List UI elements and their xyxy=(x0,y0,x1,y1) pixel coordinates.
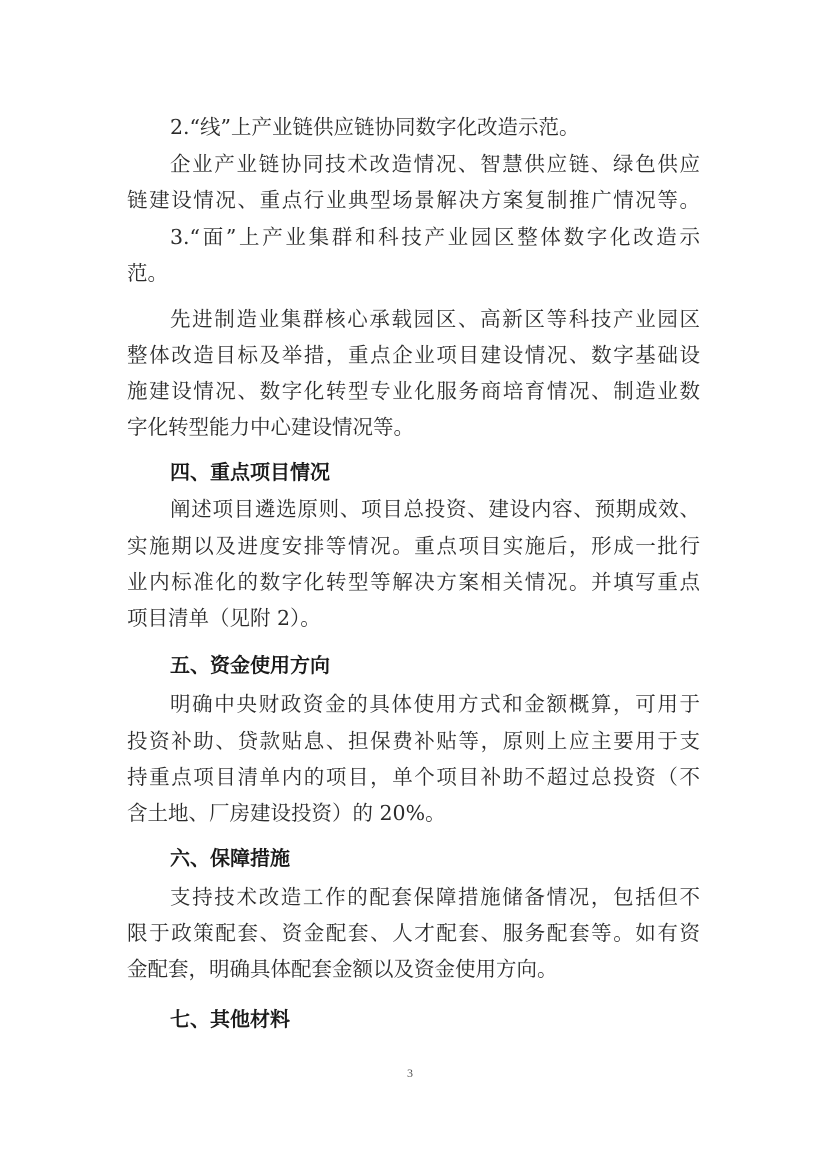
paragraph-line: 投资补助、贷款贴息、担保费补贴等，原则上应主要用于支 xyxy=(127,729,700,753)
paragraph-line: 整体改造目标及举措，重点企业项目建设情况、数字基础设 xyxy=(127,343,700,367)
subheading-line-section-3: 3.“面”上产业集群和科技产业园区整体数字化改造示 xyxy=(170,225,700,249)
paragraph-line: 范。 xyxy=(127,261,168,285)
paragraph-line: 实施期以及进度安排等情况。重点项目实施后，形成一批行 xyxy=(127,534,700,558)
paragraph-line: 先进制造业集群核心承载园区、高新区等科技产业园区 xyxy=(170,307,700,331)
paragraph-line: 金配套，明确具体配套金额以及资金使用方向。 xyxy=(127,957,558,981)
subheading-line-section-2: 2.“线”上产业链供应链协同数字化改造示范。 xyxy=(170,115,580,139)
section-heading-key-projects: 四、重点项目情况 xyxy=(170,460,330,484)
page-number: 3 xyxy=(407,1066,413,1080)
paragraph-line: 业内标准化的数字化转型等解决方案相关情况。并填写重点 xyxy=(127,570,700,594)
section-heading-fund-usage: 五、资金使用方向 xyxy=(170,653,330,677)
paragraph-line: 施建设情况、数字化转型专业化服务商培育情况、制造业数 xyxy=(127,379,700,403)
paragraph-line: 含土地、厂房建设投资）的 20%。 xyxy=(127,801,446,825)
section-heading-other-materials: 七、其他材料 xyxy=(170,1007,290,1031)
paragraph-line: 支持技术改造工作的配套保障措施储备情况，包括但不 xyxy=(170,885,700,909)
paragraph-line: 项目清单（见附 2）。 xyxy=(127,606,321,630)
paragraph-line: 限于政策配套、资金配套、人才配套、服务配套等。如有资 xyxy=(127,921,700,945)
paragraph-line: 持重点项目清单内的项目，单个项目补助不超过总投资（不 xyxy=(127,765,700,789)
paragraph-line: 链建设情况、重点行业典型场景解决方案复制推广情况等。 xyxy=(127,188,700,212)
paragraph-line: 明确中央财政资金的具体使用方式和金额概算，可用于 xyxy=(170,692,700,716)
section-heading-safeguards: 六、保障措施 xyxy=(170,846,290,870)
paragraph-line: 阐述项目遴选原则、项目总投资、建设内容、预期成效、 xyxy=(170,497,700,521)
paragraph-line: 企业产业链协同技术改造情况、智慧供应链、绿色供应 xyxy=(170,152,700,176)
paragraph-line: 字化转型能力中心建设情况等。 xyxy=(127,415,414,439)
